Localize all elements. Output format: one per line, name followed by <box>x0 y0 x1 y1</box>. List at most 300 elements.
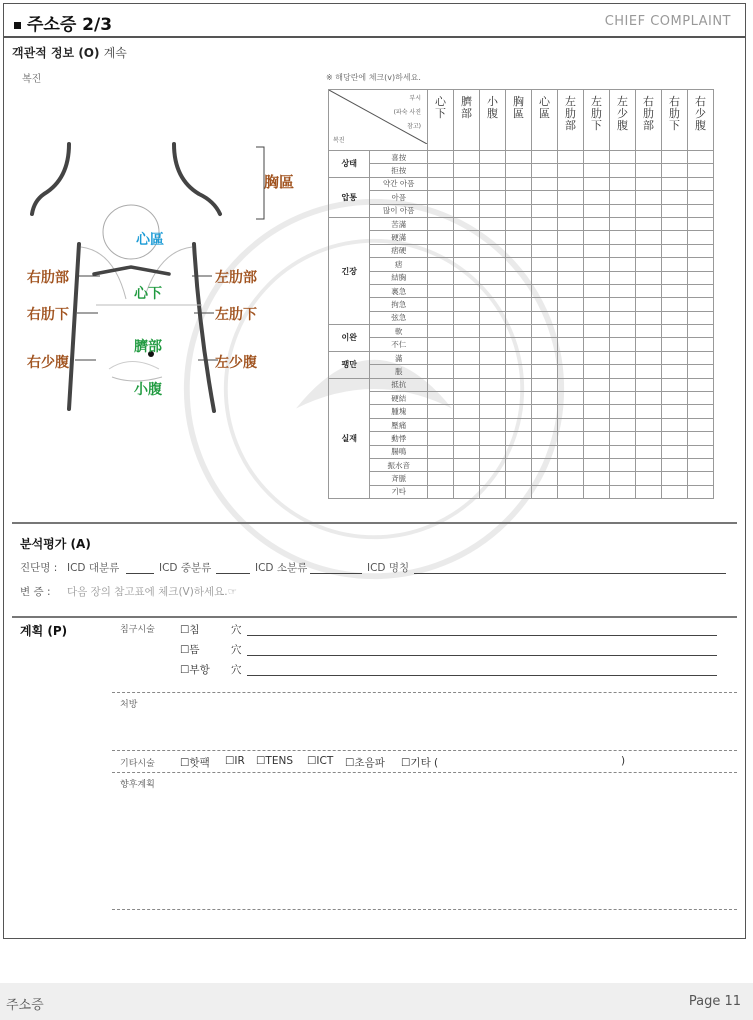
check-cell[interactable] <box>610 204 636 217</box>
check-cell[interactable] <box>532 485 558 498</box>
check-cell[interactable] <box>688 191 714 204</box>
check-cell[interactable] <box>688 365 714 378</box>
check-cell[interactable] <box>506 472 532 485</box>
checkbox-icon[interactable]: ☐ <box>180 664 190 676</box>
check-cell[interactable] <box>506 325 532 338</box>
check-cell[interactable] <box>480 378 506 391</box>
check-cell[interactable] <box>636 351 662 364</box>
checkbox-icon[interactable]: ☐ <box>225 755 235 767</box>
check-cell[interactable] <box>454 271 480 284</box>
icd-minor-field[interactable] <box>310 573 362 574</box>
check-cell[interactable] <box>584 244 610 257</box>
check-cell[interactable] <box>688 405 714 418</box>
check-cell[interactable] <box>662 472 688 485</box>
check-cell[interactable] <box>506 191 532 204</box>
check-cell[interactable] <box>506 432 532 445</box>
check-cell[interactable] <box>662 164 688 177</box>
check-cell[interactable] <box>558 325 584 338</box>
check-cell[interactable] <box>480 298 506 311</box>
check-cell[interactable] <box>584 351 610 364</box>
check-cell[interactable] <box>428 204 454 217</box>
check-cell[interactable] <box>610 378 636 391</box>
check-cell[interactable] <box>428 485 454 498</box>
check-cell[interactable] <box>506 298 532 311</box>
check-cell[interactable] <box>480 418 506 431</box>
check-cell[interactable] <box>428 432 454 445</box>
check-cell[interactable] <box>558 378 584 391</box>
check-cell[interactable] <box>454 177 480 190</box>
check-cell[interactable] <box>480 325 506 338</box>
check-cell[interactable] <box>584 164 610 177</box>
check-cell[interactable] <box>428 311 454 324</box>
check-cell[interactable] <box>558 298 584 311</box>
check-cell[interactable] <box>558 271 584 284</box>
checkbox-icon[interactable]: ☐ <box>180 757 190 769</box>
check-cell[interactable] <box>480 485 506 498</box>
check-cell[interactable] <box>662 365 688 378</box>
acupuncture-option-checkbox[interactable]: ☐부항 <box>180 664 210 676</box>
check-cell[interactable] <box>584 418 610 431</box>
check-cell[interactable] <box>584 378 610 391</box>
check-cell[interactable] <box>584 177 610 190</box>
check-cell[interactable] <box>662 392 688 405</box>
check-cell[interactable] <box>610 485 636 498</box>
check-cell[interactable] <box>506 351 532 364</box>
check-cell[interactable] <box>610 445 636 458</box>
check-cell[interactable] <box>636 472 662 485</box>
check-cell[interactable] <box>506 177 532 190</box>
check-cell[interactable] <box>610 432 636 445</box>
other-option-checkbox[interactable]: ☐IR <box>225 755 245 767</box>
check-cell[interactable] <box>662 405 688 418</box>
check-cell[interactable] <box>532 204 558 217</box>
check-cell[interactable] <box>610 244 636 257</box>
check-cell[interactable] <box>558 284 584 297</box>
check-cell[interactable] <box>454 284 480 297</box>
check-cell[interactable] <box>454 392 480 405</box>
check-cell[interactable] <box>636 177 662 190</box>
check-cell[interactable] <box>662 271 688 284</box>
check-cell[interactable] <box>584 472 610 485</box>
check-cell[interactable] <box>454 378 480 391</box>
check-cell[interactable] <box>558 244 584 257</box>
check-cell[interactable] <box>480 458 506 471</box>
check-cell[interactable] <box>610 231 636 244</box>
check-cell[interactable] <box>480 151 506 164</box>
check-cell[interactable] <box>688 164 714 177</box>
check-cell[interactable] <box>428 271 454 284</box>
check-cell[interactable] <box>558 351 584 364</box>
check-cell[interactable] <box>506 378 532 391</box>
check-cell[interactable] <box>454 405 480 418</box>
check-cell[interactable] <box>584 392 610 405</box>
check-cell[interactable] <box>636 271 662 284</box>
check-cell[interactable] <box>688 351 714 364</box>
check-cell[interactable] <box>506 231 532 244</box>
check-cell[interactable] <box>480 392 506 405</box>
check-cell[interactable] <box>506 418 532 431</box>
check-cell[interactable] <box>428 164 454 177</box>
check-cell[interactable] <box>636 151 662 164</box>
check-cell[interactable] <box>636 231 662 244</box>
check-cell[interactable] <box>480 284 506 297</box>
check-cell[interactable] <box>428 231 454 244</box>
check-cell[interactable] <box>480 338 506 351</box>
check-cell[interactable] <box>558 231 584 244</box>
check-cell[interactable] <box>662 458 688 471</box>
check-cell[interactable] <box>532 284 558 297</box>
check-cell[interactable] <box>480 217 506 230</box>
check-cell[interactable] <box>636 258 662 271</box>
other-option-checkbox[interactable]: ☐기타 ( <box>401 757 439 769</box>
check-cell[interactable] <box>558 258 584 271</box>
check-cell[interactable] <box>610 418 636 431</box>
check-cell[interactable] <box>454 432 480 445</box>
check-cell[interactable] <box>428 405 454 418</box>
check-cell[interactable] <box>636 392 662 405</box>
check-cell[interactable] <box>428 418 454 431</box>
check-cell[interactable] <box>688 244 714 257</box>
check-cell[interactable] <box>584 365 610 378</box>
check-cell[interactable] <box>558 405 584 418</box>
check-cell[interactable] <box>688 485 714 498</box>
check-cell[interactable] <box>480 311 506 324</box>
check-cell[interactable] <box>428 151 454 164</box>
check-cell[interactable] <box>610 284 636 297</box>
check-cell[interactable] <box>506 445 532 458</box>
check-cell[interactable] <box>428 351 454 364</box>
check-cell[interactable] <box>558 458 584 471</box>
check-cell[interactable] <box>532 378 558 391</box>
check-cell[interactable] <box>428 258 454 271</box>
check-cell[interactable] <box>532 338 558 351</box>
check-cell[interactable] <box>636 418 662 431</box>
check-cell[interactable] <box>636 284 662 297</box>
check-cell[interactable] <box>688 204 714 217</box>
check-cell[interactable] <box>532 191 558 204</box>
check-cell[interactable] <box>688 258 714 271</box>
check-cell[interactable] <box>662 418 688 431</box>
check-cell[interactable] <box>610 191 636 204</box>
check-cell[interactable] <box>662 298 688 311</box>
check-cell[interactable] <box>532 432 558 445</box>
check-cell[interactable] <box>454 204 480 217</box>
other-option-checkbox[interactable]: ☐핫팩 <box>180 757 210 769</box>
check-cell[interactable] <box>636 204 662 217</box>
check-cell[interactable] <box>428 365 454 378</box>
check-cell[interactable] <box>584 445 610 458</box>
check-cell[interactable] <box>584 217 610 230</box>
other-option-checkbox[interactable]: ☐TENS <box>256 755 293 767</box>
check-cell[interactable] <box>584 458 610 471</box>
check-cell[interactable] <box>584 151 610 164</box>
checkbox-icon[interactable]: ☐ <box>307 755 317 767</box>
check-cell[interactable] <box>584 405 610 418</box>
check-cell[interactable] <box>688 432 714 445</box>
check-cell[interactable] <box>662 445 688 458</box>
check-cell[interactable] <box>584 485 610 498</box>
other-option-checkbox[interactable]: ☐ICT <box>307 755 334 767</box>
check-cell[interactable] <box>558 191 584 204</box>
check-cell[interactable] <box>610 164 636 177</box>
check-cell[interactable] <box>636 432 662 445</box>
check-cell[interactable] <box>662 338 688 351</box>
check-cell[interactable] <box>584 231 610 244</box>
check-cell[interactable] <box>480 231 506 244</box>
check-cell[interactable] <box>662 351 688 364</box>
check-cell[interactable] <box>454 445 480 458</box>
checkbox-icon[interactable]: ☐ <box>256 755 266 767</box>
check-cell[interactable] <box>454 258 480 271</box>
check-cell[interactable] <box>610 217 636 230</box>
check-cell[interactable] <box>636 338 662 351</box>
check-cell[interactable] <box>662 191 688 204</box>
check-cell[interactable] <box>688 271 714 284</box>
check-cell[interactable] <box>532 244 558 257</box>
check-cell[interactable] <box>688 445 714 458</box>
check-cell[interactable] <box>454 298 480 311</box>
check-cell[interactable] <box>506 311 532 324</box>
check-cell[interactable] <box>688 325 714 338</box>
other-option-checkbox[interactable]: ☐초음파 <box>345 757 385 769</box>
check-cell[interactable] <box>688 311 714 324</box>
check-cell[interactable] <box>532 151 558 164</box>
check-cell[interactable] <box>480 244 506 257</box>
check-cell[interactable] <box>428 472 454 485</box>
check-cell[interactable] <box>584 432 610 445</box>
check-cell[interactable] <box>584 204 610 217</box>
check-cell[interactable] <box>610 325 636 338</box>
check-cell[interactable] <box>506 244 532 257</box>
check-cell[interactable] <box>532 325 558 338</box>
check-cell[interactable] <box>636 485 662 498</box>
check-cell[interactable] <box>662 284 688 297</box>
check-cell[interactable] <box>506 338 532 351</box>
check-cell[interactable] <box>506 405 532 418</box>
check-cell[interactable] <box>454 244 480 257</box>
check-cell[interactable] <box>636 191 662 204</box>
acupoint-field[interactable] <box>247 675 717 676</box>
check-cell[interactable] <box>558 418 584 431</box>
check-cell[interactable] <box>532 231 558 244</box>
check-cell[interactable] <box>584 338 610 351</box>
check-cell[interactable] <box>428 244 454 257</box>
check-cell[interactable] <box>428 217 454 230</box>
check-cell[interactable] <box>688 231 714 244</box>
check-cell[interactable] <box>662 244 688 257</box>
check-cell[interactable] <box>454 191 480 204</box>
check-cell[interactable] <box>454 217 480 230</box>
check-cell[interactable] <box>480 472 506 485</box>
check-cell[interactable] <box>532 351 558 364</box>
check-cell[interactable] <box>428 378 454 391</box>
check-cell[interactable] <box>610 392 636 405</box>
check-cell[interactable] <box>558 432 584 445</box>
check-cell[interactable] <box>506 217 532 230</box>
check-cell[interactable] <box>454 458 480 471</box>
check-cell[interactable] <box>636 298 662 311</box>
check-cell[interactable] <box>688 378 714 391</box>
check-cell[interactable] <box>454 311 480 324</box>
check-cell[interactable] <box>610 151 636 164</box>
check-cell[interactable] <box>636 311 662 324</box>
check-cell[interactable] <box>506 164 532 177</box>
check-cell[interactable] <box>610 258 636 271</box>
check-cell[interactable] <box>662 258 688 271</box>
check-cell[interactable] <box>480 191 506 204</box>
check-cell[interactable] <box>532 258 558 271</box>
acupoint-field[interactable] <box>247 655 717 656</box>
checkbox-icon[interactable]: ☐ <box>345 757 355 769</box>
icd-middle-field[interactable] <box>216 573 250 574</box>
check-cell[interactable] <box>428 191 454 204</box>
checkbox-icon[interactable]: ☐ <box>180 624 190 636</box>
check-cell[interactable] <box>532 217 558 230</box>
check-cell[interactable] <box>584 191 610 204</box>
check-cell[interactable] <box>584 325 610 338</box>
check-cell[interactable] <box>636 405 662 418</box>
check-cell[interactable] <box>506 271 532 284</box>
check-cell[interactable] <box>636 378 662 391</box>
check-cell[interactable] <box>610 177 636 190</box>
check-cell[interactable] <box>558 164 584 177</box>
check-cell[interactable] <box>558 204 584 217</box>
check-cell[interactable] <box>428 392 454 405</box>
checkbox-icon[interactable]: ☐ <box>180 644 190 656</box>
check-cell[interactable] <box>688 458 714 471</box>
check-cell[interactable] <box>532 271 558 284</box>
icd-name-field[interactable] <box>414 573 726 574</box>
check-cell[interactable] <box>662 432 688 445</box>
check-cell[interactable] <box>610 405 636 418</box>
check-cell[interactable] <box>636 217 662 230</box>
check-cell[interactable] <box>688 418 714 431</box>
check-cell[interactable] <box>480 204 506 217</box>
check-cell[interactable] <box>454 418 480 431</box>
acupuncture-option-checkbox[interactable]: ☐뜸 <box>180 644 200 656</box>
check-cell[interactable] <box>636 365 662 378</box>
check-cell[interactable] <box>454 231 480 244</box>
check-cell[interactable] <box>558 338 584 351</box>
check-cell[interactable] <box>636 164 662 177</box>
check-cell[interactable] <box>454 325 480 338</box>
check-cell[interactable] <box>688 151 714 164</box>
check-cell[interactable] <box>662 231 688 244</box>
check-cell[interactable] <box>532 445 558 458</box>
check-cell[interactable] <box>428 298 454 311</box>
check-cell[interactable] <box>688 217 714 230</box>
check-cell[interactable] <box>558 311 584 324</box>
check-cell[interactable] <box>584 284 610 297</box>
check-cell[interactable] <box>636 244 662 257</box>
check-cell[interactable] <box>688 298 714 311</box>
check-cell[interactable] <box>480 164 506 177</box>
acupuncture-option-checkbox[interactable]: ☐침 <box>180 624 200 636</box>
check-cell[interactable] <box>558 217 584 230</box>
check-cell[interactable] <box>662 325 688 338</box>
check-cell[interactable] <box>558 485 584 498</box>
check-cell[interactable] <box>662 204 688 217</box>
check-cell[interactable] <box>480 445 506 458</box>
check-cell[interactable] <box>506 151 532 164</box>
check-cell[interactable] <box>480 271 506 284</box>
check-cell[interactable] <box>506 392 532 405</box>
check-cell[interactable] <box>558 392 584 405</box>
check-cell[interactable] <box>428 284 454 297</box>
check-cell[interactable] <box>428 177 454 190</box>
check-cell[interactable] <box>688 338 714 351</box>
check-cell[interactable] <box>454 365 480 378</box>
check-cell[interactable] <box>636 445 662 458</box>
check-cell[interactable] <box>428 325 454 338</box>
check-cell[interactable] <box>532 177 558 190</box>
checkbox-icon[interactable]: ☐ <box>401 757 411 769</box>
check-cell[interactable] <box>506 284 532 297</box>
check-cell[interactable] <box>454 351 480 364</box>
check-cell[interactable] <box>662 378 688 391</box>
check-cell[interactable] <box>636 458 662 471</box>
check-cell[interactable] <box>454 164 480 177</box>
check-cell[interactable] <box>558 151 584 164</box>
check-cell[interactable] <box>610 311 636 324</box>
check-cell[interactable] <box>532 418 558 431</box>
check-cell[interactable] <box>480 405 506 418</box>
check-cell[interactable] <box>610 298 636 311</box>
check-cell[interactable] <box>584 298 610 311</box>
check-cell[interactable] <box>532 392 558 405</box>
check-cell[interactable] <box>532 405 558 418</box>
acupoint-field[interactable] <box>247 635 717 636</box>
check-cell[interactable] <box>454 485 480 498</box>
check-cell[interactable] <box>558 177 584 190</box>
check-cell[interactable] <box>610 271 636 284</box>
check-cell[interactable] <box>636 325 662 338</box>
check-cell[interactable] <box>532 311 558 324</box>
check-cell[interactable] <box>532 458 558 471</box>
check-cell[interactable] <box>688 472 714 485</box>
check-cell[interactable] <box>454 151 480 164</box>
check-cell[interactable] <box>506 458 532 471</box>
check-cell[interactable] <box>662 151 688 164</box>
check-cell[interactable] <box>532 298 558 311</box>
check-cell[interactable] <box>584 271 610 284</box>
check-cell[interactable] <box>662 217 688 230</box>
check-cell[interactable] <box>610 338 636 351</box>
check-cell[interactable] <box>454 338 480 351</box>
check-cell[interactable] <box>480 351 506 364</box>
check-cell[interactable] <box>506 365 532 378</box>
check-cell[interactable] <box>532 365 558 378</box>
check-cell[interactable] <box>688 177 714 190</box>
check-cell[interactable] <box>610 365 636 378</box>
check-cell[interactable] <box>506 258 532 271</box>
check-cell[interactable] <box>688 284 714 297</box>
check-cell[interactable] <box>688 392 714 405</box>
check-cell[interactable] <box>662 311 688 324</box>
check-cell[interactable] <box>506 485 532 498</box>
check-cell[interactable] <box>532 472 558 485</box>
check-cell[interactable] <box>610 351 636 364</box>
check-cell[interactable] <box>480 258 506 271</box>
check-cell[interactable] <box>662 485 688 498</box>
check-cell[interactable] <box>428 338 454 351</box>
check-cell[interactable] <box>584 311 610 324</box>
check-cell[interactable] <box>480 365 506 378</box>
check-cell[interactable] <box>610 458 636 471</box>
check-cell[interactable] <box>480 432 506 445</box>
icd-major-field[interactable] <box>126 573 154 574</box>
check-cell[interactable] <box>428 445 454 458</box>
